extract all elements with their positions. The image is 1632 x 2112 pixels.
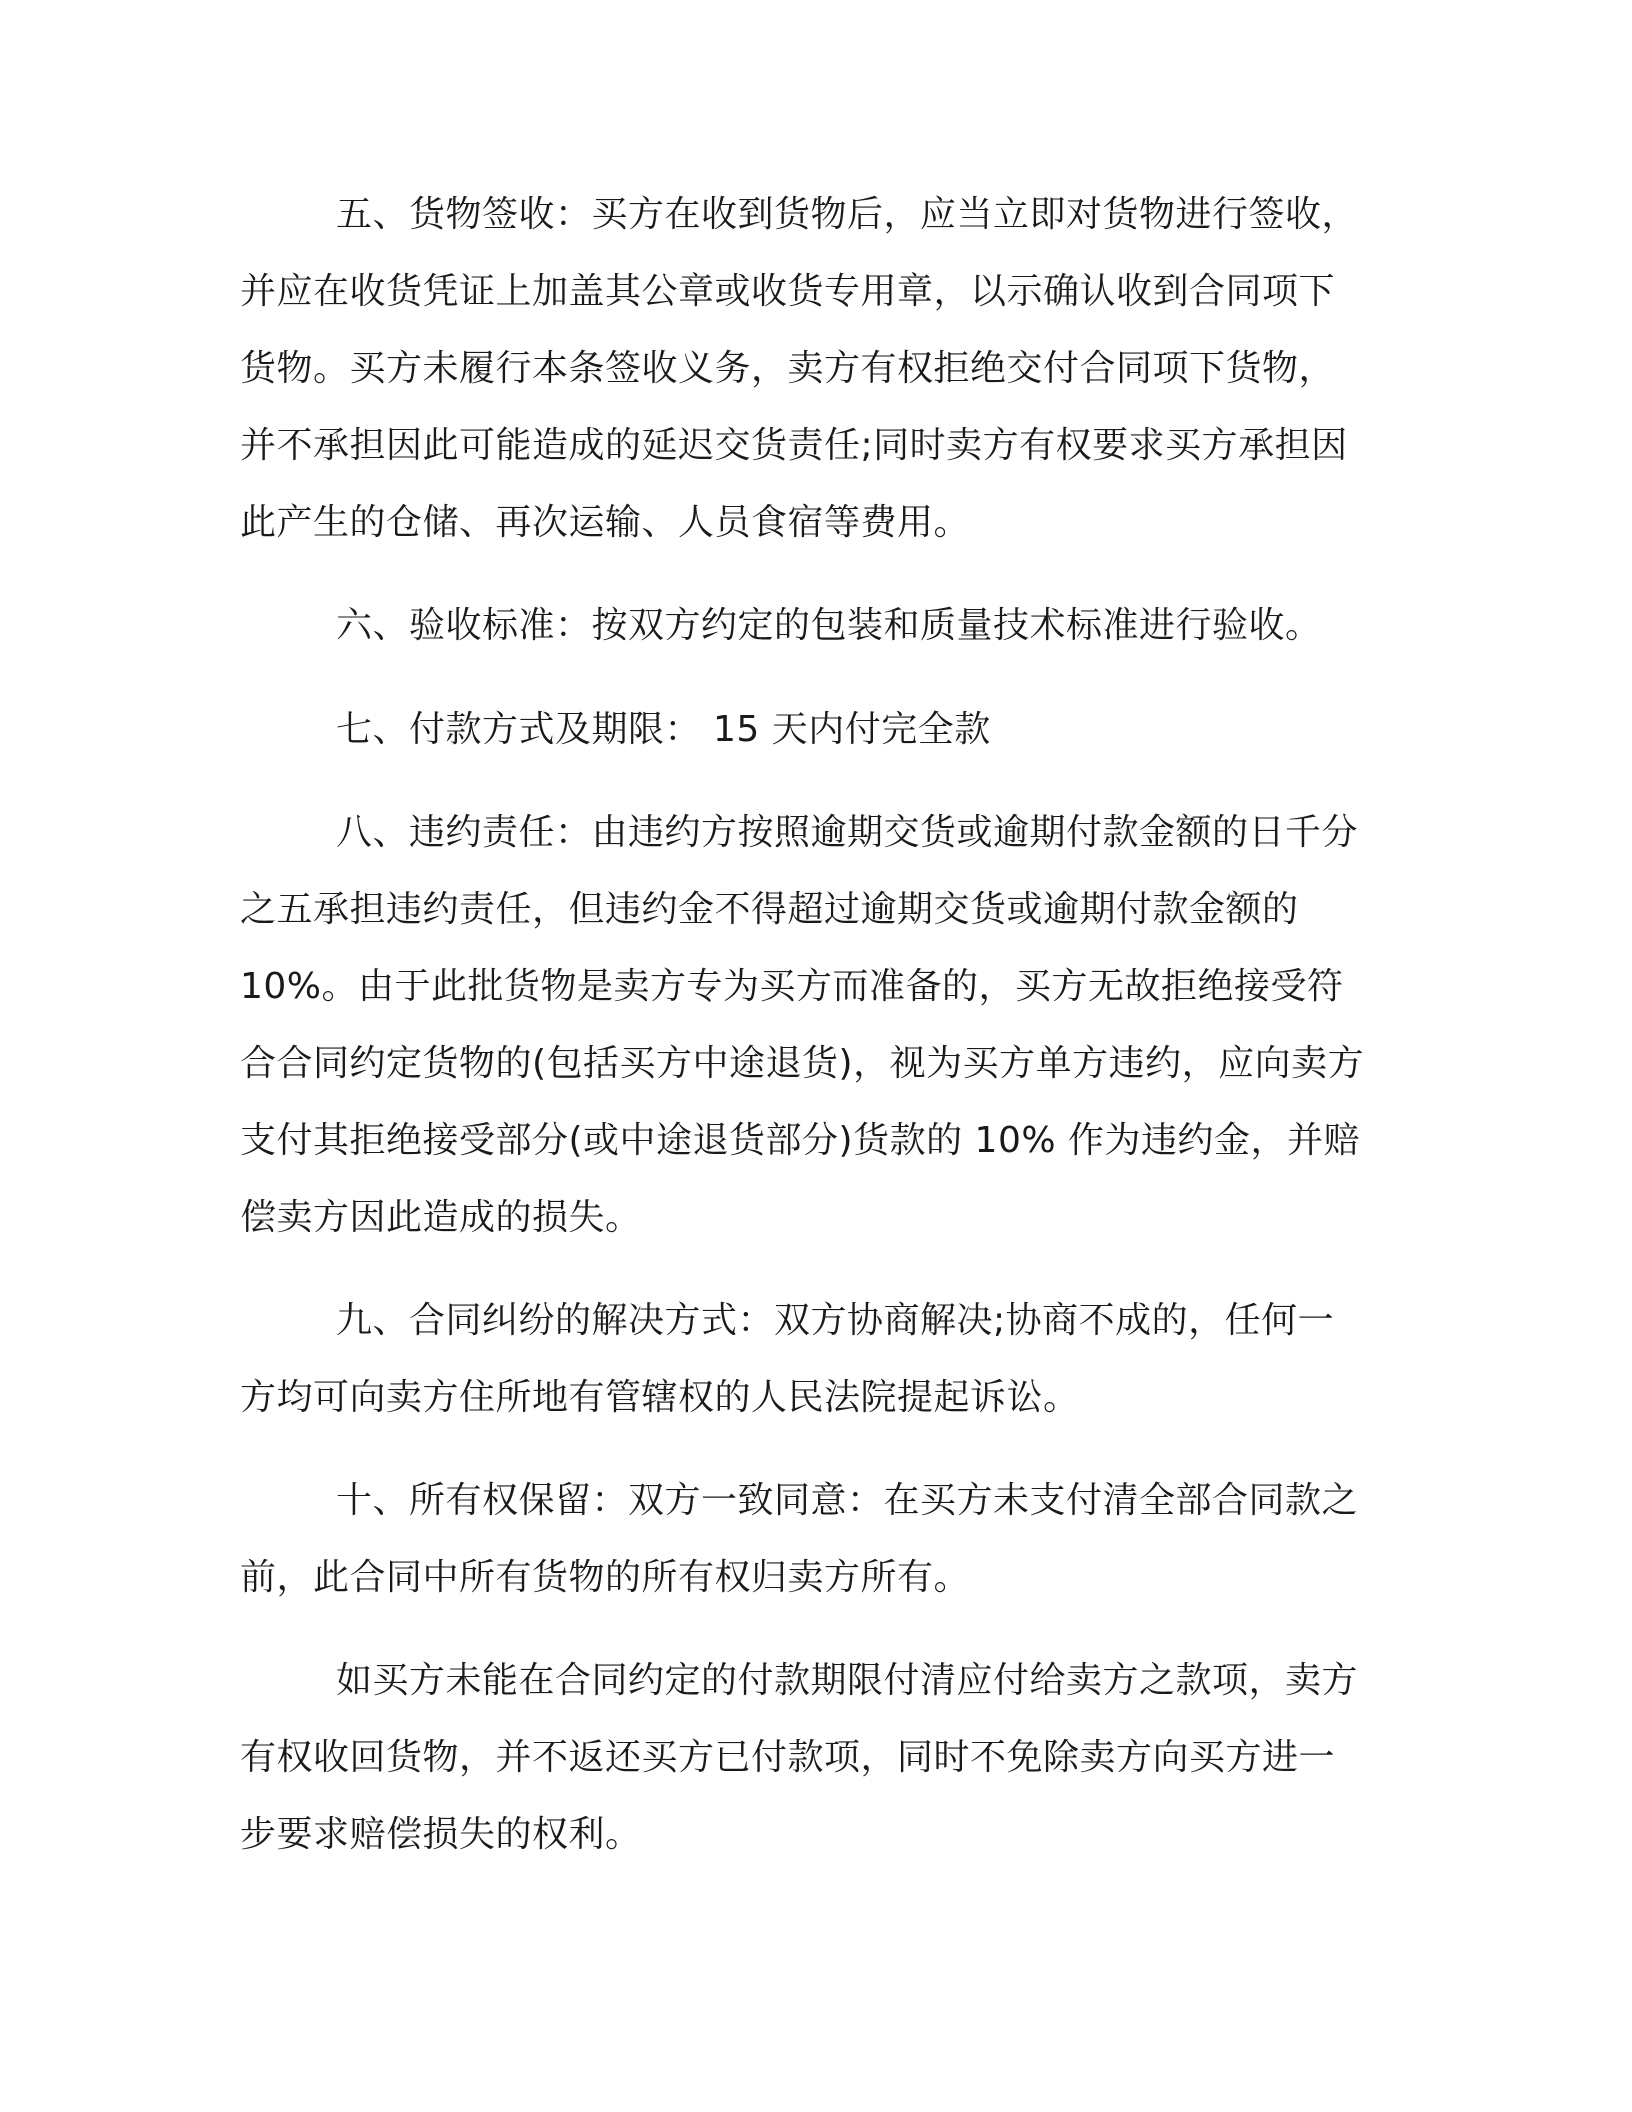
clause-10-supplement-line-1: 如买方未能在合同约定的付款期限付清应付给卖方之款项，卖方 [336,1660,1359,1701]
clause-8-line-2: 之五承担违约责任，但违约金不得超过逾期交货或逾期付款金额的 [240,889,1299,930]
clause-5-line-1: 五、货物签收：买方在收到货物后，应当立即对货物进行签收， [336,194,1359,235]
clause-5-line-5: 此产生的仓储、再次运输、人员食宿等费用。 [240,502,971,543]
clause-8-line-5: 支付其拒绝接受部分(或中途退货部分)货款的 10% 作为违约金，并赔 [240,1120,1360,1161]
clause-8-line-6: 偿卖方因此造成的损失。 [240,1197,642,1238]
clause-6-line-1: 六、验收标准：按双方约定的包装和质量技术标准进行验收。 [336,605,1322,646]
clause-5-line-4: 并不承担因此可能造成的延迟交货责任;同时卖方有权要求买方承担因 [240,425,1348,466]
clause-10-line-2: 前，此合同中所有货物的所有权归卖方所有。 [240,1557,971,1598]
clause-7-line-1: 七、付款方式及期限： 15 天内付完全款 [336,709,991,750]
clause-10-supplement-line-3: 步要求赔偿损失的权利。 [240,1814,642,1855]
clause-8-line-1: 八、违约责任：由违约方按照逾期交货或逾期付款金额的日千分 [336,812,1359,853]
clause-9-line-1: 九、合同纠纷的解决方式：双方协商解决;协商不成的，任何一 [336,1300,1335,1341]
clause-8-line-4: 合合同约定货物的(包括买方中途退货)，视为买方单方违约，应向卖方 [240,1043,1365,1084]
clause-10-supplement-line-2: 有权收回货物，并不返还买方已付款项，同时不免除卖方向买方进一 [240,1737,1336,1778]
clause-9-line-2: 方均可向卖方住所地有管辖权的人民法院提起诉讼。 [240,1377,1080,1418]
clause-8-line-3: 10%。由于此批货物是卖方专为买方而准备的，买方无故拒绝接受符 [240,966,1344,1007]
clause-5-line-3: 货物。买方未履行本条签收义务，卖方有权拒绝交付合同项下货物， [240,348,1336,389]
clause-10-line-1: 十、所有权保留：双方一致同意：在买方未支付清全部合同款之 [336,1480,1359,1521]
clause-5-line-2: 并应在收货凭证上加盖其公章或收货专用章，以示确认收到合同项下 [240,271,1336,312]
